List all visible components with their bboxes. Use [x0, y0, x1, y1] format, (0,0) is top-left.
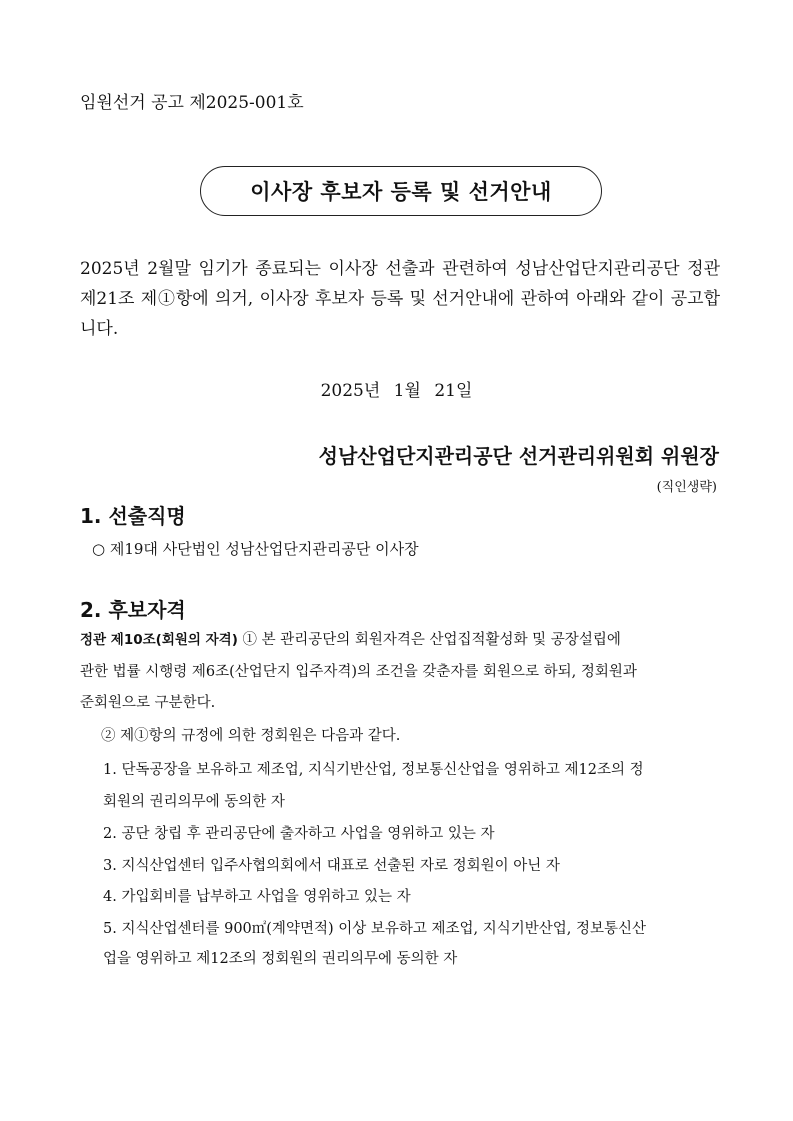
list-item-5-line2: 업을 영위하고 제12조의 정회원의 권리의무에 동의한 자: [103, 951, 458, 967]
section-2-para1-line3: 준회원으로 구분한다.: [80, 695, 216, 711]
para1-text-a: ① 본 관리공단의 회원자격은 산업집적활성화 및 공장설립에: [237, 632, 621, 648]
section-1-heading: 1. 선출직명: [80, 504, 186, 528]
list-item-5-line1: 5. 지식산업센터를 900㎡(계약면적) 이상 보유하고 제조업, 지식기반산업, 정보통신산: [103, 921, 647, 937]
section-1-item: ○ 제19대 사단법인 성남산업단지관리공단 이사장: [92, 540, 419, 558]
seal-note: (직인생략): [656, 480, 717, 495]
intro-paragraph: 2025년 2월말 임기가 종료되는 이사장 선출과 관련하여 성남산업단지관리공단 정관 제21조 제①항에 의거, 이사장 후보자 등록 및 선거안내에 관하여 아래와 같이 공고합니다.: [80, 259, 720, 339]
notice-number: 임원선거 공고 제2025-001호: [80, 93, 304, 113]
document-title: 이사장 후보자 등록 및 선거안내: [250, 180, 552, 204]
list-item-1-line1: 1. 단독공장을 보유하고 제조업, 지식기반산업, 정보통신산업을 영위하고 제12조의 정: [103, 762, 644, 778]
list-item-4: 4. 가입회비를 납부하고 사업을 영위하고 있는 자: [103, 889, 411, 905]
article-reference: 정관 제10조(회원의 자격): [80, 632, 238, 648]
section-2-para2: ② 제①항의 규정에 의한 정회원은 다음과 같다.: [101, 728, 401, 744]
list-item-3: 3. 지식산업센터 입주사협의회에서 대표로 선출된 자로 정회원이 아닌 자: [103, 858, 560, 874]
list-item-2: 2. 공단 창립 후 관리공단에 출자하고 사업을 영위하고 있는 자: [103, 826, 495, 842]
issuer-name: 성남산업단지관리공단 선거관리위원회 위원장: [318, 444, 719, 468]
title-box: [200, 166, 602, 216]
notice-date: 2025년 1월 21일: [320, 381, 473, 401]
section-2-heading: 2. 후보자격: [80, 598, 186, 622]
section-2-para1-line1: [80, 628, 621, 649]
section-2-para1-line2: 관한 법률 시행령 제6조(산업단지 입주자격)의 조건을 갖춘자를 회원으로 하되, 정회원과: [80, 664, 637, 680]
list-item-1-line2: 회원의 권리의무에 동의한 자: [103, 794, 285, 810]
